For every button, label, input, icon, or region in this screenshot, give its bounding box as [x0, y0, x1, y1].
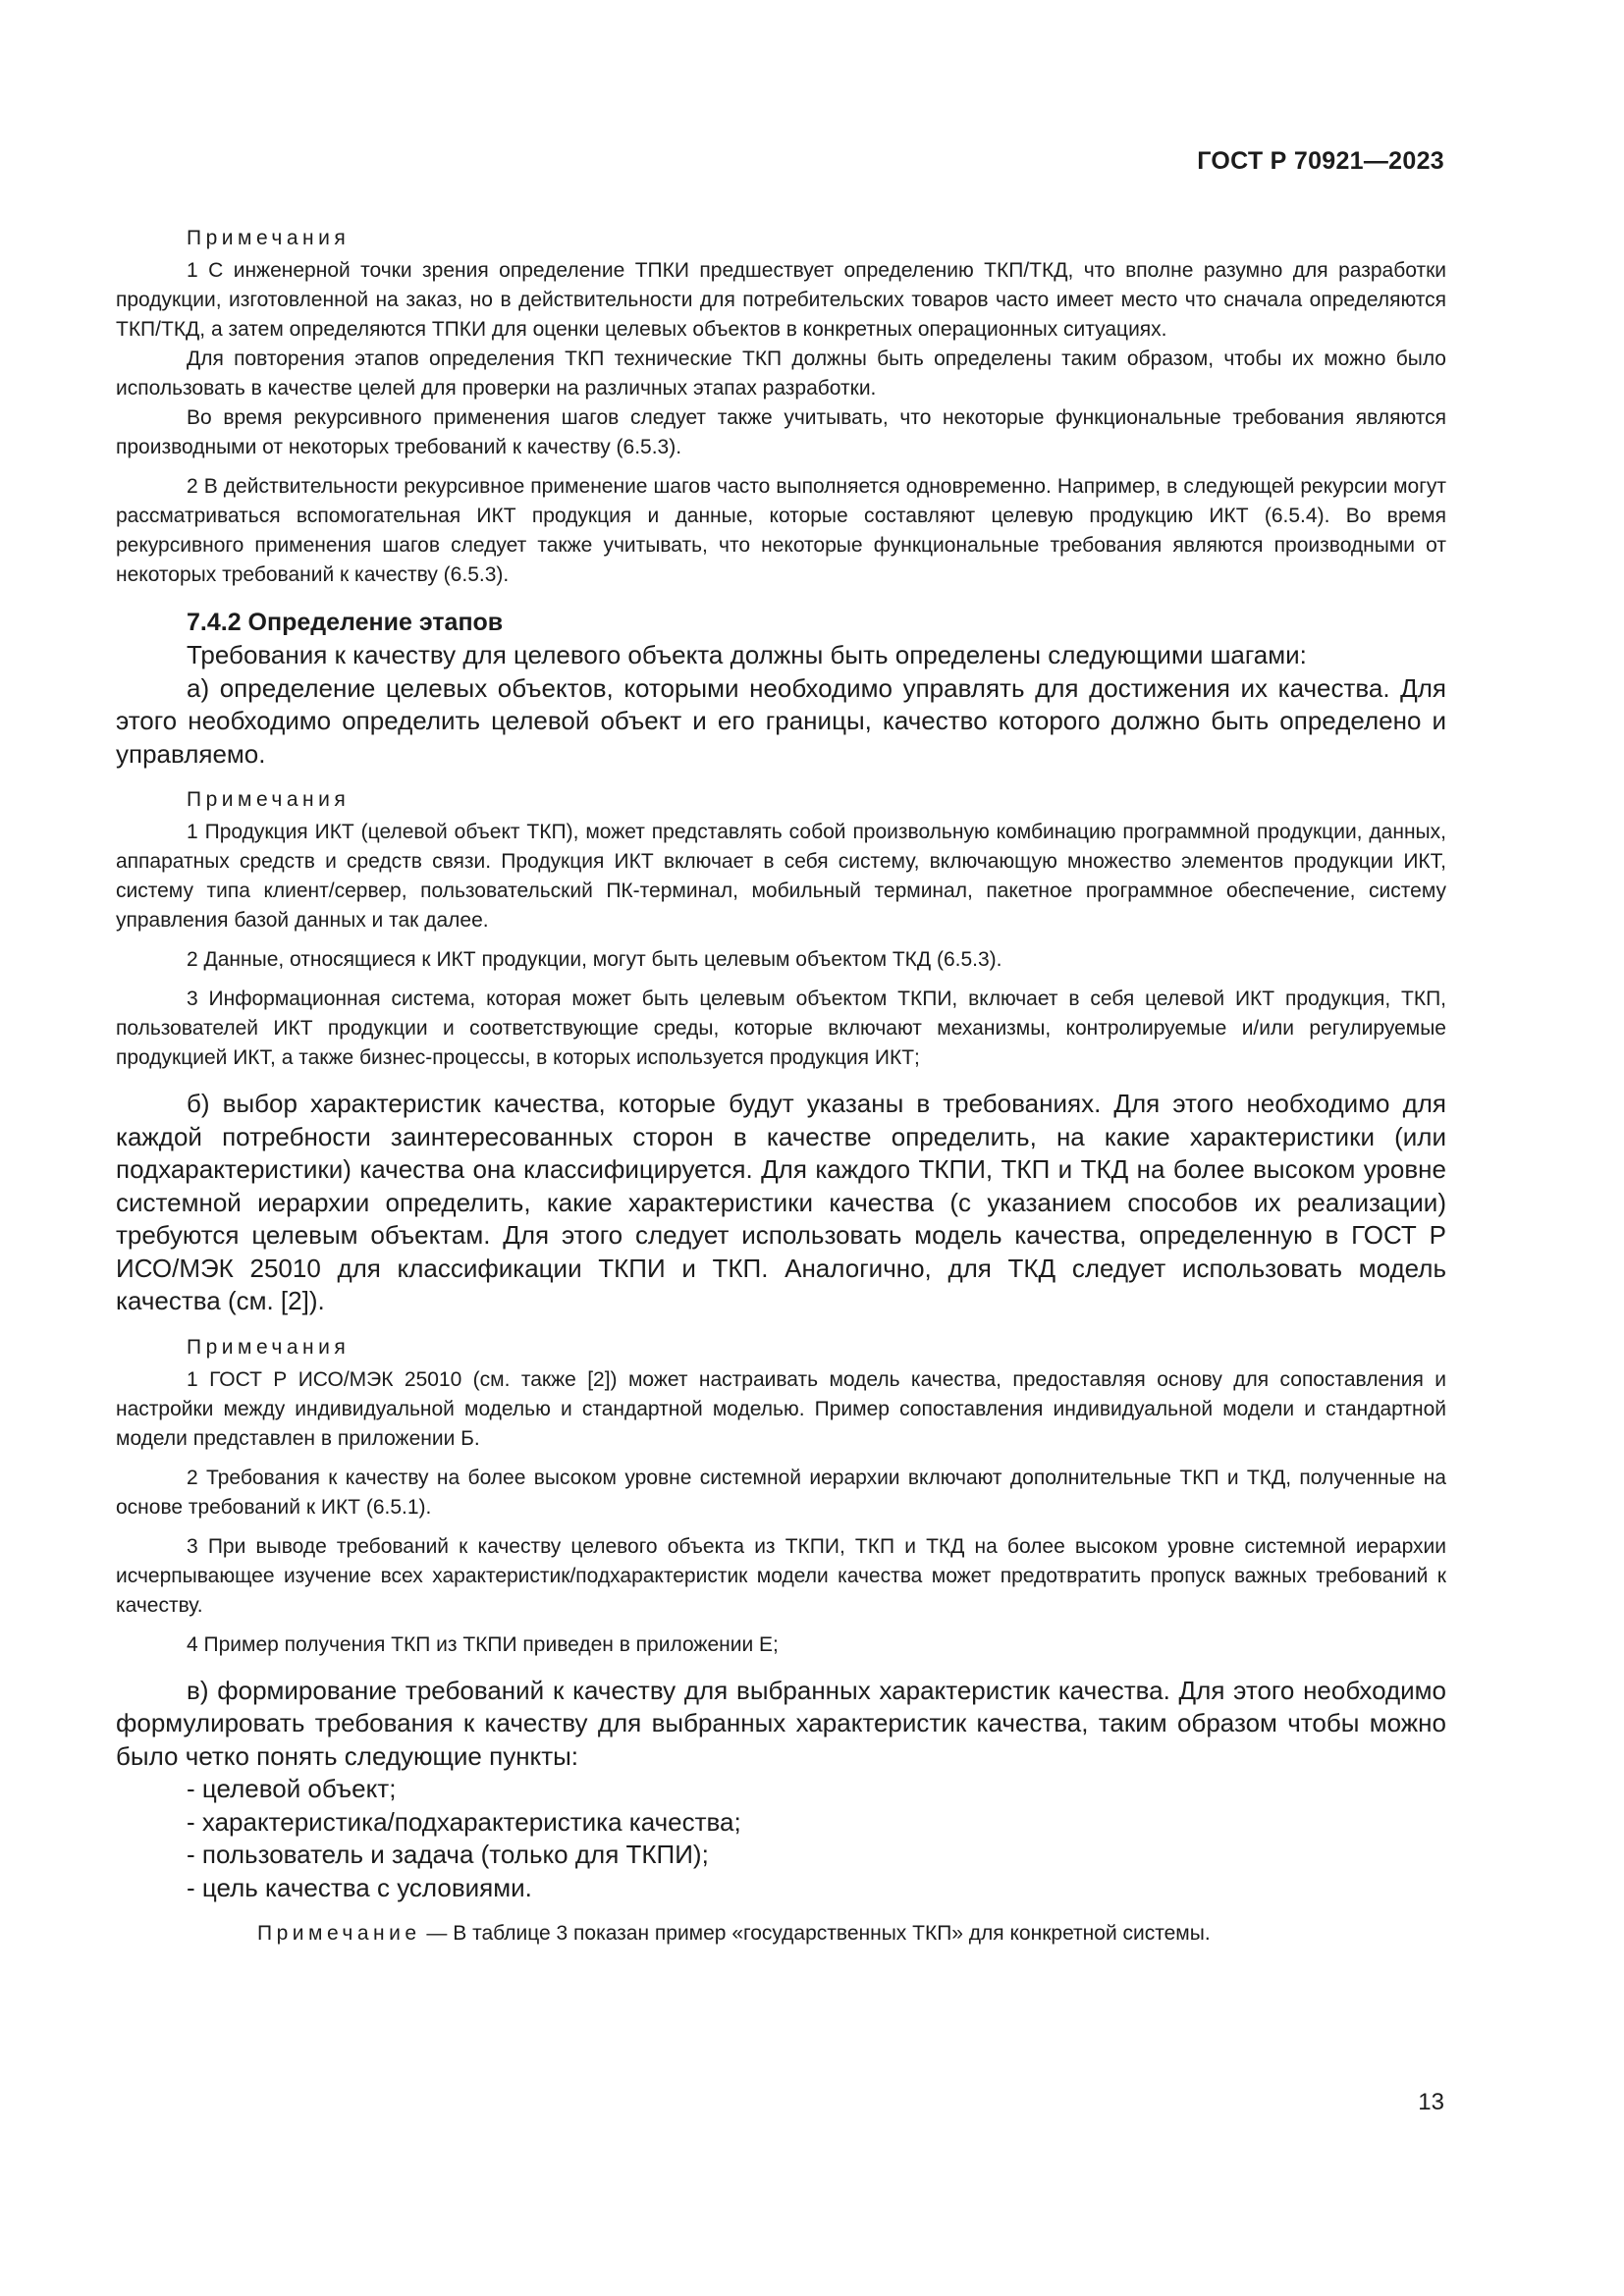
note-paragraph: 3 При выводе требований к качеству целевого объекта из ТКПИ, ТКП и ТКД на более высоком уровне системной иерархии исчерпывающее изучение всех характеристик/подхарактеристик модели качества может предотвратить пропуск важных требований к качеству.: [116, 1534, 1446, 1617]
notes-label: Примечания: [187, 788, 351, 811]
page-content: [116, 224, 1446, 1949]
note-paragraph: 3 Информационная система, которая может быть целевым объектом ТКПИ, включает в себя целевой ИКТ продукция, ТКП, пользователей ИКТ продукции и соответствующие среды, которые включают механизмы, контролируемые и/или регулируемые продукцией ИКТ, а также бизнес-процессы, в которых используется продукция ИКТ;: [116, 988, 1446, 1069]
body-paragraph-item-b: б) выбор характеристик качества, которые будут указаны в требованиях. Для этого необходимо для каждой потребности заинтересованных сторон в качестве определить, на какие характеристики (или подхарактеристики) качества она классифицируется. Для каждого ТКПИ, ТКП и ТКД на более высоком уровне системной иерархии определить, какие характеристики качества (с указанием способов их реализации) требуются целевым объектам. Для этого следует использовать модель качества, определенную в ГОСТ Р ИСО/МЭК 25010 для классификации ТКПИ и ТКП. Аналогично, для ТКД следует использовать модель качества (см. [2]).: [116, 1089, 1446, 1315]
document-number: ГОСТ Р 70921—2023: [1197, 147, 1444, 175]
list-item: - целевой объект;: [187, 1774, 397, 1803]
section-heading: 7.4.2 Определение этапов: [187, 609, 504, 636]
notes-label: Примечания: [187, 1335, 351, 1359]
note-paragraph: 2 Данные, относящиеся к ИКТ продукции, могут быть целевым объектом ТКД (6.5.3).: [187, 948, 1002, 971]
body-paragraph: Требования к качеству для целевого объекта должны быть определены следующими шагами:: [187, 640, 1307, 669]
list-item: - характеристика/подхарактеристика качества;: [187, 1806, 741, 1837]
final-note-label: Примечание: [257, 1922, 421, 1945]
body-paragraph-item-a: а) определение целевых объектов, которыми необходимо управлять для достижения их качества. Для этого необходимо определить целевой объект и его границы, качество которого должно быть определено и управляемо.: [116, 672, 1446, 769]
page-number: 13: [1418, 2089, 1444, 2115]
final-note-text: — В таблице 3 показан пример «государственных ТКП» для конкретной системы.: [420, 1922, 1211, 1945]
note-paragraph: Во время рекурсивного применения шагов следует также учитывать, что некоторые функциональные требования являются производными от некоторых требований к качеству (6.5.3).: [116, 406, 1446, 458]
note-paragraph: 1 Продукция ИКТ (целевой объект ТКП), может представлять собой произвольную комбинацию программной продукции, данных, аппаратных средств и средств связи. Продукция ИКТ включает в себя систему, включающую множество элементов продукции ИКТ, систему типа клиент/сервер, пользовательский ПК-терминал, мобильный терминал, пакетное программное обеспечение, систему управления базой данных и так далее.: [116, 821, 1446, 932]
note-paragraph: 4 Пример получения ТКП из ТКПИ приведен в приложении Е;: [187, 1632, 779, 1656]
note-paragraph: 1 С инженерной точки зрения определение ТПКИ предшествует определению ТКП/ТКД, что вполне разумно для разработки продукции, изготовленной на заказ, но в действительности для потребительских товаров часто имеет место что сначала определяются ТКП/ТКД, а затем определяются ТПКИ для оценки целевых объектов в конкретных операционных ситуациях.: [116, 259, 1446, 341]
body-paragraph-item-c: в) формирование требований к качеству для выбранных характеристик качества. Для этого необходимо формулировать требования к качеству для выбранных характеристик качества, таким образом чтобы можно было четко понять следующие пункты:: [116, 1675, 1446, 1771]
note-paragraph: 2 В действительности рекурсивное применение шагов часто выполняется одновременно. Например, в следующей рекурсии могут рассматриваться вспомогательная ИКТ продукция и данные, которые составляют целевую продукцию ИКТ (6.5.4). Во время рекурсивного применения шагов следует также учитывать, что некоторые функциональные требования являются производными от некоторых требований к качеству (6.5.3).: [116, 475, 1446, 586]
requirements-list: [116, 1773, 1446, 1904]
note-paragraph: 1 ГОСТ Р ИСО/МЭК 25010 (см. также [2]) может настраивать модель качества, предоставляя основу для сопоставления и настройки между индивидуальной моделью и стандартной моделью. Пример сопоставления индивидуальной модели и стандартной модели представлен в приложении Б.: [116, 1367, 1446, 1450]
list-item: - пользователь и задача (только для ТКПИ);: [187, 1840, 709, 1869]
final-note: [116, 1919, 1446, 1949]
list-item: - цель качества с условиями.: [187, 1872, 532, 1902]
note-paragraph: 2 Требования к качеству на более высоком уровне системной иерархии включают дополнительные ТКП и ТКД, полученные на основе требований к ИКТ (6.5.1).: [116, 1466, 1446, 1519]
notes-label: Примечания: [187, 227, 351, 249]
note-paragraph: Для повторения этапов определения ТКП технические ТКП должны быть определены таким образом, чтобы их можно было использовать в качестве целей для проверки на различных этапах разработки.: [116, 347, 1446, 400]
